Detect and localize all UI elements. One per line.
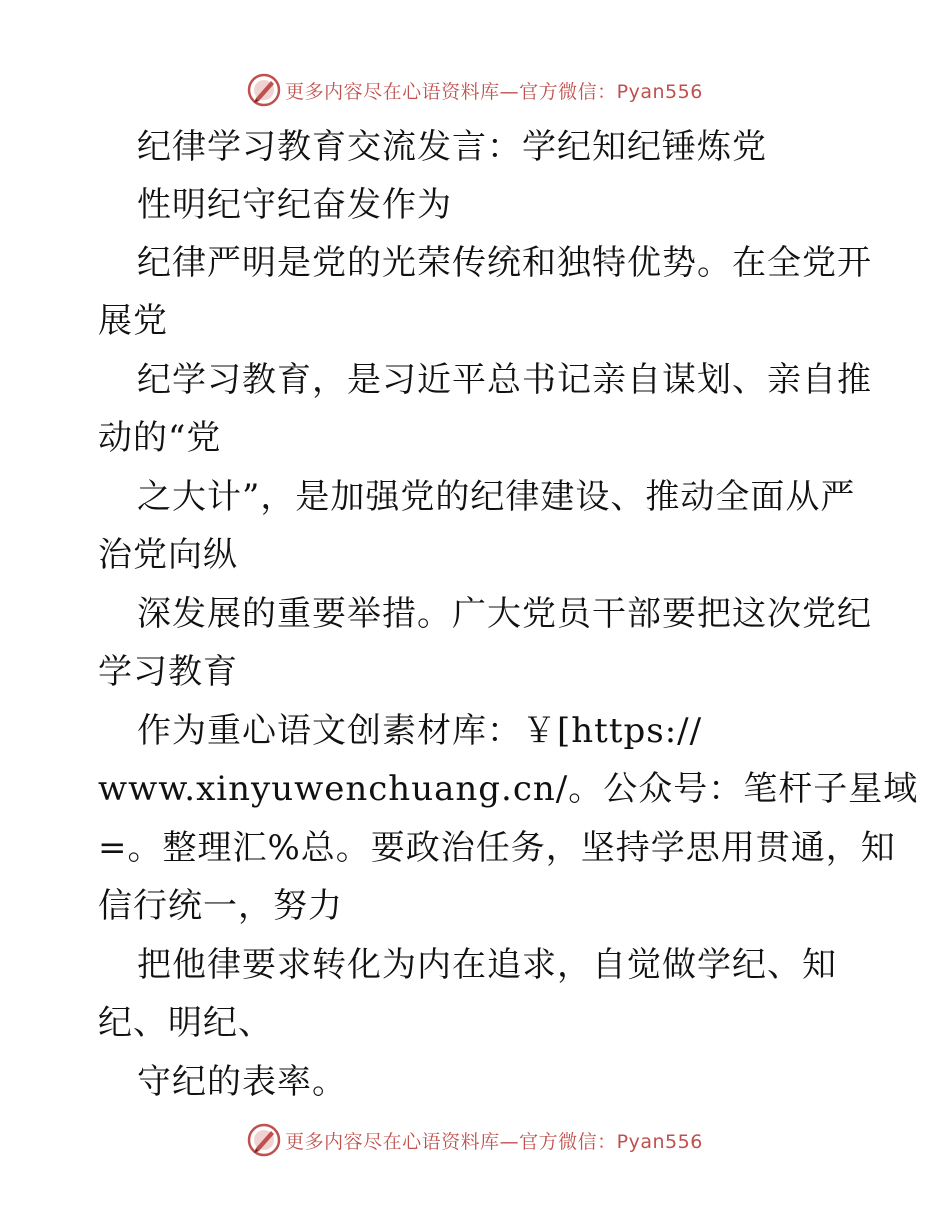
title-line-1: 纪律学习教育交流发言：学纪知纪锤炼党 <box>137 127 767 167</box>
paragraph-line: 之大计”，是加强党的纪律建设、推动全面从严 <box>137 477 856 517</box>
paragraph-line: 学习教育 <box>98 652 238 692</box>
title-line-2: 性明纪守纪奋发作为 <box>137 185 452 225</box>
paragraph-line: 纪学习教育，是习近平总书记亲自谋划、亲自推 <box>137 360 872 400</box>
paragraph-line: 作为重心语文创素材库：￥[https:// <box>137 711 703 751</box>
paragraph-line: 把他律要求转化为内在追求，自觉做学纪、知 <box>137 945 837 985</box>
paragraph-line: 纪律严明是党的光荣传统和独特优势。在全党开 <box>137 243 872 283</box>
pen-logo-icon <box>247 1123 281 1157</box>
paragraph-line: 守纪的表率。 <box>137 1062 347 1102</box>
paragraph-line: www.xinyuwenchuang.cn/。公众号：笔杆子星域 <box>98 769 919 809</box>
watermark-text: 更多内容尽在心语资料库—官方微信：Pyan556 <box>285 1130 703 1153</box>
paragraph-line: 深发展的重要举措。广大党员干部要把这次党纪 <box>137 594 872 634</box>
paragraph-line: 展党 <box>98 301 168 341</box>
footer-watermark-banner <box>0 1120 950 1160</box>
paragraph-line: 纪、明纪、 <box>98 1003 273 1043</box>
paragraph-line: 动的“党 <box>98 418 222 458</box>
paragraph-line: =。整理汇%总。要政治任务，坚持学思用贯通，知 <box>98 828 896 868</box>
paragraph-line: 治党向纵 <box>98 535 238 575</box>
paragraph-line: 信行统一，努力 <box>98 886 343 926</box>
watermark-text: 更多内容尽在心语资料库—官方微信：Pyan556 <box>285 80 703 103</box>
